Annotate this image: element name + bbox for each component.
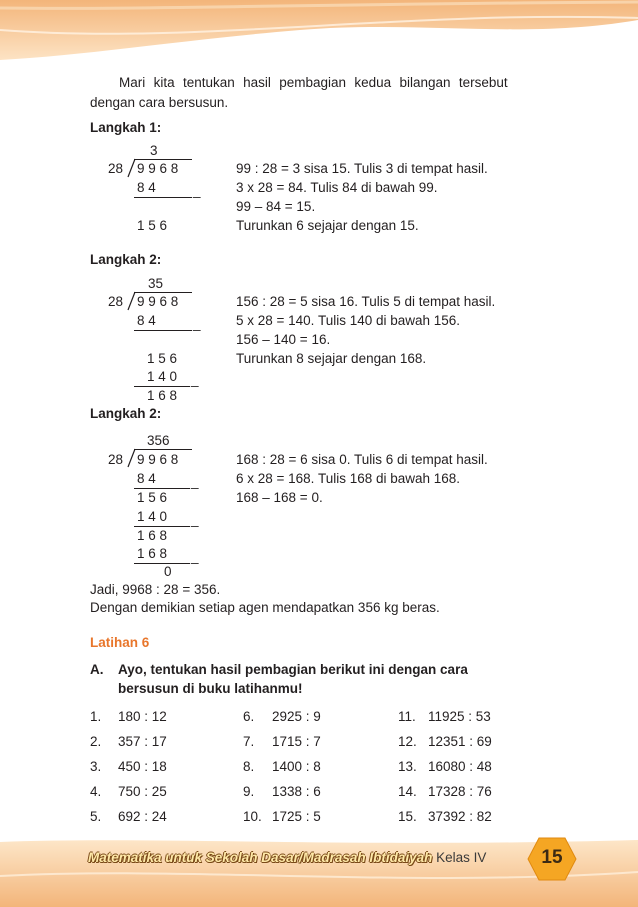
step1-row-1: 8 4 (137, 180, 156, 195)
step2-minus-sign-2: _ (191, 372, 199, 387)
exercise-item-expression: 17328 : 76 (428, 784, 492, 799)
step3-explanation-2: 6 x 28 = 168. Tulis 168 di bawah 168. (236, 471, 461, 486)
page-number: 15 (541, 847, 563, 868)
step3-row-2: 1 5 6 (137, 490, 168, 505)
exercise-item-number: 11. (398, 709, 416, 724)
top-decorative-band (0, 0, 638, 60)
step1-row-2: 1 5 6 (137, 218, 168, 233)
step2-divisor: 28 (108, 294, 124, 309)
exercise-item-number: 13. (398, 759, 417, 774)
step2-minus-sign-1: _ (193, 316, 201, 331)
exercise-letter: A. (90, 662, 104, 677)
step2-subtraction-line-1 (134, 330, 192, 331)
exercise-item-number: 10. (243, 809, 262, 824)
exercise-item-expression: 1725 : 5 (272, 809, 321, 824)
exercise-item-expression: 11925 : 53 (428, 709, 491, 724)
step2-explanation-1: 156 : 28 = 5 sisa 16. Tulis 5 di tempat hasil. (236, 294, 496, 309)
step3-quotient: 356 (147, 433, 170, 448)
step1-division-bracket (126, 158, 136, 178)
exercise-item-number: 7. (243, 734, 255, 749)
step1-division-bar (134, 159, 192, 160)
step2-division-bracket (126, 291, 136, 311)
step3-minus-sign-1: _ (191, 474, 199, 489)
step1-explanation-1: 99 : 28 = 3 sisa 15. Tulis 3 di tempat hasil. (236, 161, 488, 176)
footer-kelas: Kelas IV (436, 850, 487, 865)
step3-explanation-3: 168 – 168 = 0. (236, 490, 323, 505)
step3-dividend: 9 9 6 8 (137, 452, 179, 467)
exercise-item-expression: 692 : 24 (118, 809, 167, 824)
exercise-item-expression: 1338 : 6 (272, 784, 321, 799)
exercise-item-number: 9. (243, 784, 255, 799)
exercise-item-number: 2. (90, 734, 102, 749)
step3-subtraction-line-3 (134, 563, 190, 564)
exercise-item-number: 5. (90, 809, 102, 824)
step1-explanation-3: 99 – 84 = 15. (236, 199, 316, 214)
footer-book-title-text: Matematika untuk Sekolah Dasar/Madrasah Ibtidaiyah (88, 850, 433, 865)
step3-subtraction-line-1 (134, 488, 190, 489)
step3-heading: Langkah 2: (90, 406, 162, 421)
step3-division-bracket (126, 448, 136, 468)
step2-explanation-4: Turunkan 8 sejajar dengan 168. (236, 351, 427, 366)
step3-row-1: 8 4 (137, 471, 156, 486)
exercise-item-number: 8. (243, 759, 255, 774)
exercise-item-number: 12. (398, 734, 417, 749)
step1-divisor: 28 (108, 161, 124, 176)
step1-dividend: 9 9 6 8 (137, 161, 179, 176)
exercise-item-expression: 357 : 17 (118, 734, 167, 749)
step2-row-1: 8 4 (137, 313, 156, 328)
step3-minus-sign-2: _ (191, 512, 199, 527)
step1-heading: Langkah 1: (90, 120, 162, 135)
step1-explanation-4: Turunkan 6 sejajar dengan 15. (236, 218, 419, 233)
exercise-item-number: 1. (90, 709, 102, 724)
step2-explanation-2: 5 x 28 = 140. Tulis 140 di bawah 156. (236, 313, 461, 328)
step2-row-2: 1 5 6 (147, 351, 178, 366)
exercise-item-expression: 180 : 12 (118, 709, 167, 724)
exercise-item-number: 15. (398, 809, 417, 824)
step1-explanation-2: 3 x 28 = 84. Tulis 84 di bawah 99. (236, 180, 438, 195)
step3-division-bar (134, 449, 192, 450)
exercise-item-number: 3. (90, 759, 102, 774)
exercise-item-number: 6. (243, 709, 255, 724)
exercise-item-number: 4. (90, 784, 102, 799)
step1-quotient: 3 (150, 143, 158, 158)
step3-subtraction-line-2 (134, 526, 190, 527)
exercise-title: Latihan 6 (90, 635, 150, 650)
step2-quotient: 35 (148, 276, 164, 291)
step3-row-3: 1 4 0 (137, 509, 168, 524)
step2-division-bar (134, 292, 192, 293)
exercise-item-expression: 12351 : 69 (428, 734, 492, 749)
footer-book-title (88, 850, 486, 865)
intro-line-2: dengan cara bersusun. (90, 95, 229, 110)
exercise-instruction-line-2: bersusun di buku latihanmu! (118, 681, 303, 696)
step3-divisor: 28 (108, 452, 124, 467)
step2-heading: Langkah 2: (90, 252, 162, 267)
exercise-item-expression: 2925 : 9 (272, 709, 321, 724)
exercise-item-expression: 37392 : 82 (428, 809, 492, 824)
step1-subtraction-line (134, 197, 192, 198)
exercise-item-expression: 750 : 25 (118, 784, 167, 799)
exercise-item-expression: 450 : 18 (118, 759, 167, 774)
step2-explanation-3: 156 – 140 = 16. (236, 332, 331, 347)
conclusion-line-2: Dengan demikian setiap agen mendapatkan 356 kg beras. (90, 600, 440, 615)
step3-explanation-1: 168 : 28 = 6 sisa 0. Tulis 6 di tempat hasil. (236, 452, 488, 467)
step3-row-5: 1 6 8 (137, 546, 168, 561)
exercise-item-expression: 1400 : 8 (272, 759, 321, 774)
step2-subtraction-line-2 (134, 386, 190, 387)
exercise-instruction-line-1: Ayo, tentukan hasil pembagian berikut ini dengan cara (118, 662, 468, 677)
step2-row-3: 1 4 0 (147, 369, 178, 384)
step3-row-4: 1 6 8 (137, 528, 168, 543)
step3-minus-sign-3: _ (191, 549, 199, 564)
intro-line-1: Mari kita tentukan hasil pembagian kedua bilangan tersebut (119, 75, 508, 90)
conclusion-line-1: Jadi, 9968 : 28 = 356. (90, 582, 221, 597)
exercise-item-number: 14. (398, 784, 417, 799)
step1-minus-sign: _ (193, 183, 201, 198)
step2-row-4: 1 6 8 (147, 388, 178, 403)
step3-remainder: 0 (164, 564, 172, 579)
step2-dividend: 9 9 6 8 (137, 294, 179, 309)
exercise-item-expression: 16080 : 48 (428, 759, 492, 774)
exercise-item-expression: 1715 : 7 (272, 734, 321, 749)
